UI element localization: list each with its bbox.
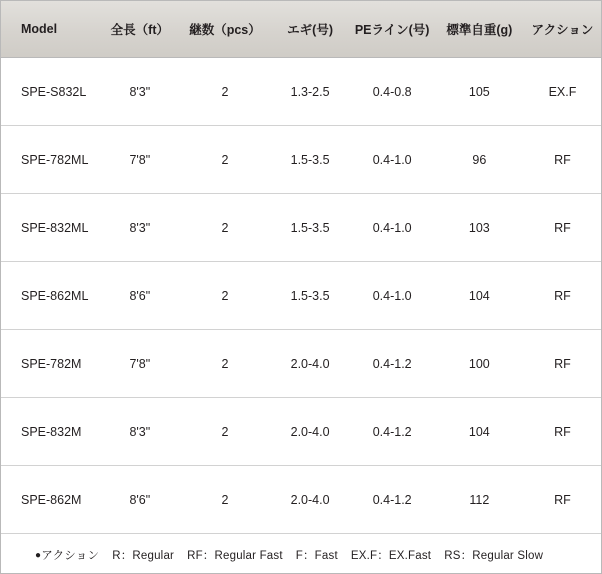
table-row bbox=[1, 330, 601, 398]
legend-title: アクション bbox=[41, 550, 100, 562]
cell-model: SPE-832ML bbox=[1, 194, 100, 262]
cell-weight: 96 bbox=[435, 126, 524, 194]
cell-action: RF bbox=[524, 262, 601, 330]
cell-weight: 105 bbox=[435, 58, 524, 126]
cell-action: RF bbox=[524, 466, 601, 534]
cell-length: 8'3" bbox=[100, 194, 179, 262]
cell-weight: 103 bbox=[435, 194, 524, 262]
cell-pieces: 2 bbox=[179, 398, 270, 466]
table-row bbox=[1, 262, 601, 330]
cell-length: 7'8" bbox=[100, 330, 179, 398]
table-row bbox=[1, 466, 601, 534]
legend-item-exf: EX.F：EX.Fast bbox=[350, 550, 432, 562]
cell-action: EX.F bbox=[524, 58, 601, 126]
cell-length: 8'3" bbox=[100, 398, 179, 466]
table-row bbox=[1, 126, 601, 194]
cell-pieces: 2 bbox=[179, 330, 270, 398]
table-header bbox=[1, 1, 601, 58]
cell-pe-line: 0.4-1.2 bbox=[350, 466, 435, 534]
cell-model: SPE-862ML bbox=[1, 262, 100, 330]
column-header-pieces: 継数（pcs） bbox=[179, 1, 270, 58]
column-header-pe-line: PEライン(号) bbox=[350, 1, 435, 58]
cell-egi: 1.5-3.5 bbox=[271, 126, 350, 194]
cell-egi: 2.0-4.0 bbox=[271, 466, 350, 534]
cell-pe-line: 0.4-1.2 bbox=[350, 330, 435, 398]
action-legend bbox=[1, 547, 601, 563]
cell-weight: 112 bbox=[435, 466, 524, 534]
cell-model: SPE-S832L bbox=[1, 58, 100, 126]
cell-pe-line: 0.4-1.0 bbox=[350, 194, 435, 262]
cell-pe-line: 0.4-1.0 bbox=[350, 262, 435, 330]
column-header-length: 全長（ft） bbox=[100, 1, 179, 58]
column-header-action: アクション bbox=[524, 1, 601, 58]
cell-length: 8'3" bbox=[100, 58, 179, 126]
cell-pe-line: 0.4-0.8 bbox=[350, 58, 435, 126]
cell-model: SPE-782ML bbox=[1, 126, 100, 194]
table-body bbox=[1, 58, 601, 534]
column-header-egi: エギ(号) bbox=[271, 1, 350, 58]
cell-egi: 1.3-2.5 bbox=[271, 58, 350, 126]
table-row bbox=[1, 58, 601, 126]
table-row bbox=[1, 398, 601, 466]
legend-item-r: R：Regular bbox=[112, 550, 175, 562]
legend-item-f: F：Fast bbox=[295, 550, 338, 562]
cell-pieces: 2 bbox=[179, 58, 270, 126]
cell-length: 7'8" bbox=[100, 126, 179, 194]
cell-model: SPE-862M bbox=[1, 466, 100, 534]
cell-pe-line: 0.4-1.2 bbox=[350, 398, 435, 466]
cell-egi: 1.5-3.5 bbox=[271, 194, 350, 262]
cell-model: SPE-832M bbox=[1, 398, 100, 466]
cell-pieces: 2 bbox=[179, 466, 270, 534]
cell-weight: 100 bbox=[435, 330, 524, 398]
cell-pieces: 2 bbox=[179, 262, 270, 330]
cell-model: SPE-782M bbox=[1, 330, 100, 398]
cell-action: RF bbox=[524, 194, 601, 262]
table-row bbox=[1, 194, 601, 262]
cell-egi: 2.0-4.0 bbox=[271, 330, 350, 398]
legend-item-rs: RS：Regular Slow bbox=[444, 550, 544, 562]
cell-pieces: 2 bbox=[179, 126, 270, 194]
specification-table bbox=[1, 1, 601, 534]
cell-weight: 104 bbox=[435, 262, 524, 330]
cell-action: RF bbox=[524, 330, 601, 398]
column-header-model: Model bbox=[1, 1, 100, 58]
cell-length: 8'6" bbox=[100, 466, 179, 534]
cell-egi: 2.0-4.0 bbox=[271, 398, 350, 466]
table-header-row bbox=[1, 1, 601, 58]
cell-action: RF bbox=[524, 398, 601, 466]
cell-egi: 1.5-3.5 bbox=[271, 262, 350, 330]
cell-action: RF bbox=[524, 126, 601, 194]
column-header-weight: 標準自重(g) bbox=[435, 1, 524, 58]
cell-pieces: 2 bbox=[179, 194, 270, 262]
cell-length: 8'6" bbox=[100, 262, 179, 330]
legend-item-rf: RF：Regular Fast bbox=[187, 550, 283, 562]
cell-pe-line: 0.4-1.0 bbox=[350, 126, 435, 194]
bullet-icon: ● bbox=[35, 550, 42, 561]
cell-weight: 104 bbox=[435, 398, 524, 466]
